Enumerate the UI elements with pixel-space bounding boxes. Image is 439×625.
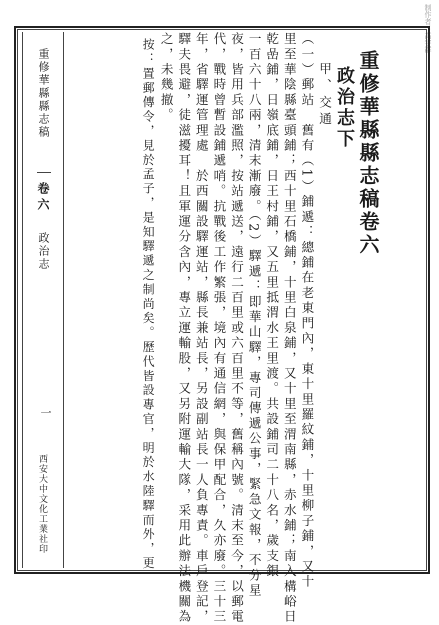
- main-text: [64, 32, 380, 625]
- text-column: 驛夫畏避，徒滋擾耳！且軍運分含內，專立運輸股，又另附運輸大隊，采用此辦法機關為: [176, 32, 192, 625]
- text-column: 里至華陰縣臺頭鋪；西十里石橋鋪，十里白泉鋪，又十里至渭南縣，赤水鋪；南入構峪日: [281, 32, 297, 625]
- text-column: 一百六十八兩，清末漸廢。（2）驛遞：即華山驛，專司傳遞公事，緊急文報，不分星: [246, 32, 262, 599]
- text-column: （一）郵站 舊有（1）鋪遞：總鋪在老東門內，東十里羅紋鋪，十里柳子鋪，又十: [299, 32, 315, 590]
- margin-book-title: 重修華縣縣志稿: [37, 48, 50, 139]
- text-column: 代，戰時曾暫設鋪遞哨。抗戰後工作繁張，境內有通信網，與保甲配合，久亦廢。三十三: [211, 32, 227, 625]
- margin-section: 政治志: [37, 232, 50, 271]
- watermark: 制作者：高宇群: [424, 4, 432, 53]
- section-heading: 甲、交通: [317, 62, 332, 129]
- chapter-title: 重修華縣縣志稿卷六: [356, 50, 380, 257]
- fish-tail-mark: [37, 172, 51, 179]
- text-column: 夜，皆用兵部濫照，按站遞送，遠行二百里或六百里不等，舊稱內號。清末至今，以郵電: [229, 32, 245, 625]
- page-number: 一: [39, 407, 52, 418]
- text-column: 年，省驛運管理處 於西關設驛運站，縣長兼站長，另設副站長一人負專責。車戶登記，: [193, 32, 209, 625]
- book-page: [14, 26, 430, 625]
- printer-credit: 西安大中文化工業社印: [37, 454, 47, 554]
- margin-strip: [22, 32, 64, 568]
- text-column: 乾嵒鋪，日嶺底鋪，日王村鋪，又五里抵渭水王里渡。共設鋪司二十八名，歲支銀: [264, 32, 280, 580]
- text-column: 之，未幾撤。: [158, 32, 174, 124]
- chapter-subtitle: 政治志下: [334, 66, 355, 150]
- note-column: 按：置郵傳令，見於孟子，是知驛遞之制尚矣。歷代皆設專官，明於水陸驛而外，更: [141, 38, 156, 571]
- margin-juan: 卷六: [36, 182, 50, 214]
